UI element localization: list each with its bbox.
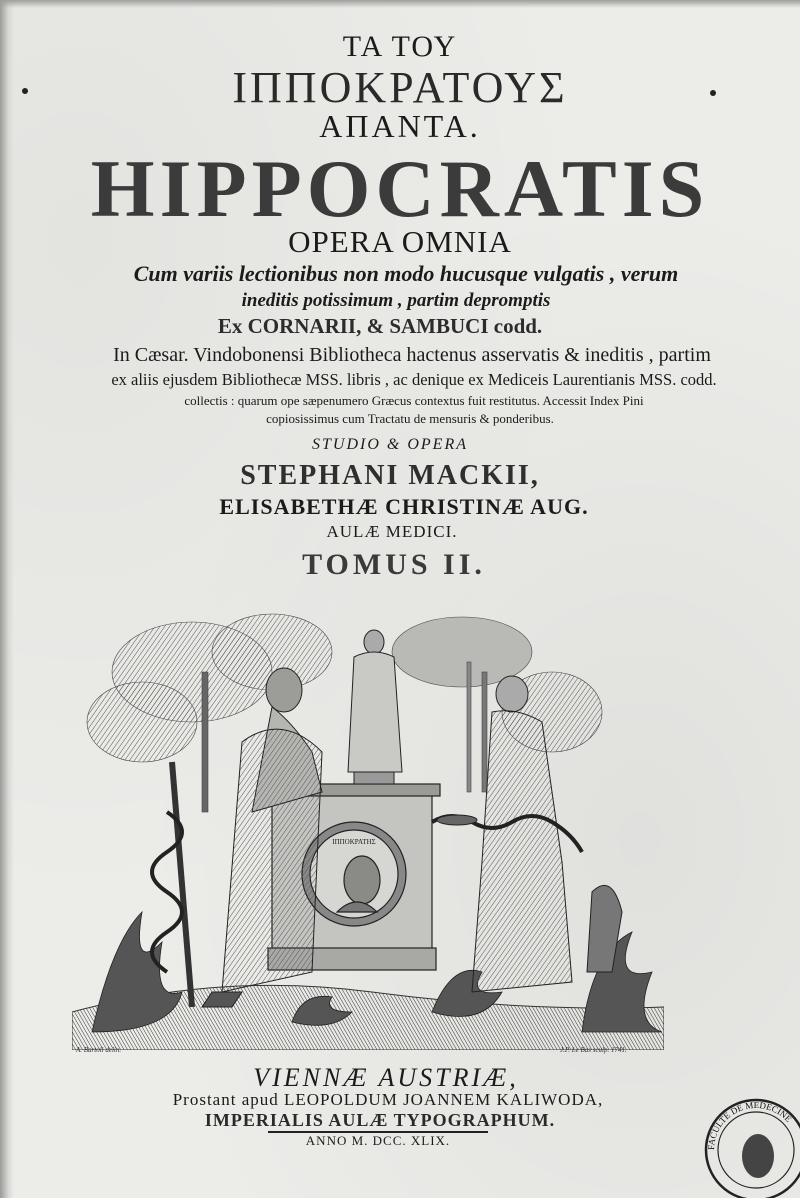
medallion-inscription: ΙΠΠΟΚΡΑΤΗΣ <box>332 838 376 846</box>
imprint-publisher: Prostant apud LEOPOLDUM JOANNEM KALIWODA, <box>172 1090 604 1109</box>
description-line: Cum variis lectionibus non modo hucusque vulgatis , verum <box>133 261 679 286</box>
stamp-text: FACULTE DE MEDECINE <box>705 1099 794 1151</box>
greek-title-line2: ΙΠΠΟΚΡΑΤΟΥΣ <box>232 63 568 112</box>
imprint-place: VIENNÆ AUSTRIÆ, <box>253 1063 519 1092</box>
imprint-year: ANNO M. DCC. XLIX. <box>305 1133 451 1148</box>
engraver-credit: J.P. Le Bas sculp. 1741. <box>560 1046 627 1054</box>
greek-title-line1: ΤΑ ΤΟΥ <box>342 30 458 63</box>
imprint-publisher-title: IMPERIALIS AULÆ TYPOGRAPHUM. <box>204 1110 556 1130</box>
author-name: STEPHANI MACKII, <box>240 460 540 491</box>
description-line: copiosissimus cum Tractatu de mensuris & ponderibus. <box>266 411 554 426</box>
description-line: ineditis potissimum , partim depromptis <box>241 290 551 311</box>
library-stamp <box>692 1086 800 1198</box>
author-role: AULÆ MEDICI. <box>326 522 458 541</box>
studio-line: STUDIO & OPERA <box>312 436 468 453</box>
page-top-shadow <box>0 0 800 8</box>
description-line: ex aliis ejusdem Bibliothecæ MSS. libris , ac denique ex Mediceis Laurentianis MSS. codd. <box>111 370 717 389</box>
description-line: Ex CORNARII, & SAMBUCI codd. <box>217 314 543 338</box>
description-line: collectis : quarum ope sæpenumero Græcus contextus fuit restitutus. Accessit Index Pini <box>184 393 644 408</box>
main-title: HIPPOCRATIS <box>90 143 710 234</box>
artist-credit: A. Bartoli delin. <box>76 1046 122 1054</box>
author-title: ELISABETHÆ CHRISTINÆ AUG. <box>219 494 589 519</box>
engraving-illustration <box>72 612 664 1050</box>
subtitle: OPERA OMNIA <box>288 224 512 259</box>
greek-title-line3: ΑΠΑΝΤΑ. <box>319 108 481 144</box>
volume-label: TOMUS II. <box>302 548 486 581</box>
description-line: In Cæsar. Vindobonensi Bibliotheca hactenus asservatis & ineditis , partim <box>113 344 711 366</box>
